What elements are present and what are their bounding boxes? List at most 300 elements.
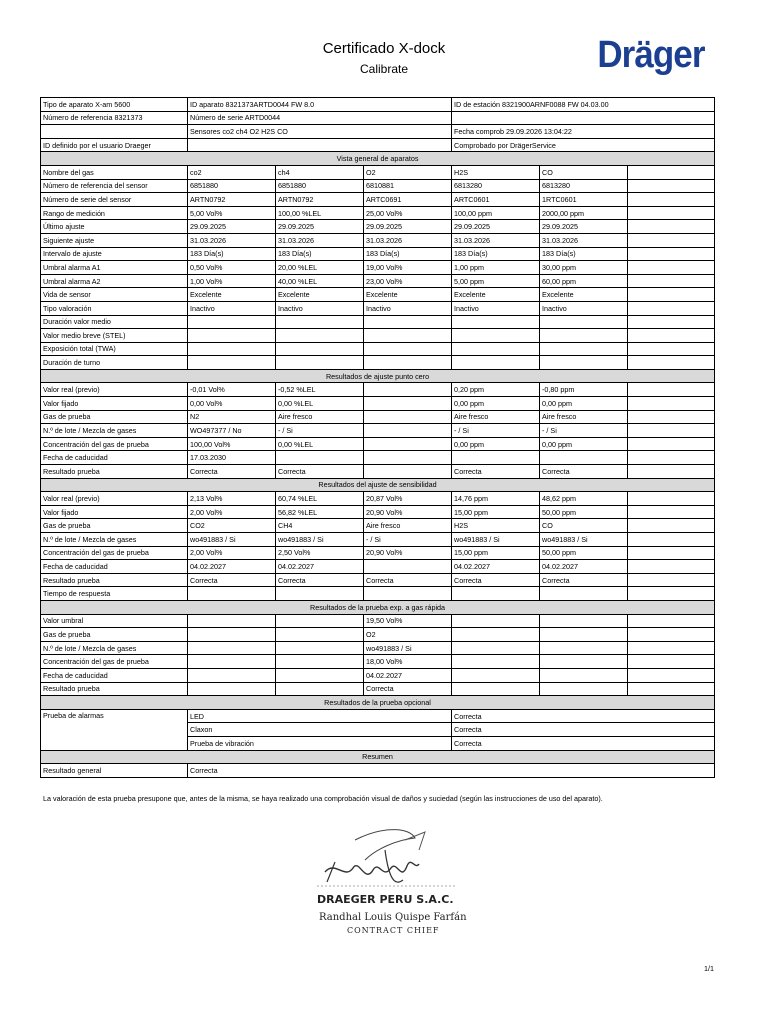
table-cell xyxy=(276,587,364,601)
table-cell: 2,00 Vol% xyxy=(188,505,276,519)
table-cell xyxy=(628,329,715,343)
table-row xyxy=(41,437,715,451)
table-cell xyxy=(628,179,715,193)
table-row xyxy=(41,587,715,601)
table-cell: 6810881 xyxy=(364,179,452,193)
table-cell xyxy=(540,342,628,356)
table-cell: Correcta xyxy=(452,573,540,587)
table-cell: Tipo valoración xyxy=(41,301,188,315)
table-cell xyxy=(540,329,628,343)
table-cell: 0,00 %LEL xyxy=(276,437,364,451)
table-cell: Claxon xyxy=(188,723,452,737)
table-cell: CO xyxy=(540,519,628,533)
table-cell xyxy=(364,560,452,574)
table-cell: 25,00 Vol% xyxy=(364,206,452,220)
signature-role: CONTRACT CHIEF xyxy=(347,926,440,935)
table-cell: 2,50 Vol% xyxy=(276,546,364,560)
table-cell: Fecha de caducidad xyxy=(41,560,188,574)
document-subtitle: Calibrate xyxy=(359,62,409,76)
table-cell xyxy=(628,288,715,302)
section-title: Resultados del ajuste de sensibilidad xyxy=(41,478,715,492)
table-cell: 48,62 ppm xyxy=(540,492,628,506)
table-cell: H2S xyxy=(452,519,540,533)
info-row xyxy=(41,125,715,139)
table-cell: 50,00 ppm xyxy=(540,546,628,560)
table-cell: wo491883 / Si xyxy=(188,533,276,547)
table-cell: 0,50 Vol% xyxy=(188,261,276,275)
table-cell xyxy=(452,356,540,370)
table-cell xyxy=(628,546,715,560)
table-cell xyxy=(628,587,715,601)
table-cell: wo491883 / Si xyxy=(276,533,364,547)
table-cell: 29.09.2025 xyxy=(452,220,540,234)
table-cell xyxy=(188,356,276,370)
table-row xyxy=(41,383,715,397)
table-cell xyxy=(364,329,452,343)
table-cell xyxy=(276,329,364,343)
table-cell: 20,00 %LEL xyxy=(276,261,364,275)
table-cell: 60,74 %LEL xyxy=(276,492,364,506)
table-cell: ARTN0792 xyxy=(188,193,276,207)
table-cell xyxy=(188,315,276,329)
table-cell: LED xyxy=(188,709,452,723)
table-cell: Aire fresco xyxy=(364,519,452,533)
table-cell: Valor real (previo) xyxy=(41,492,188,506)
table-cell: ch4 xyxy=(276,165,364,179)
table-cell: co2 xyxy=(188,165,276,179)
table-cell xyxy=(628,424,715,438)
table-cell: 40,00 %LEL xyxy=(276,274,364,288)
table-cell: Correcta xyxy=(276,465,364,479)
table-cell: 183 Día(s) xyxy=(276,247,364,261)
table-cell xyxy=(188,614,276,628)
table-cell: 19,50 Vol% xyxy=(364,614,452,628)
signature-company: DRAEGER PERU S.A.C. xyxy=(317,893,454,906)
table-cell xyxy=(364,465,452,479)
table-cell: Resultado general xyxy=(41,764,188,778)
table-row xyxy=(41,451,715,465)
table-cell: 100,00 %LEL xyxy=(276,206,364,220)
section-header-row xyxy=(41,152,715,166)
table-cell xyxy=(628,505,715,519)
signature-name: Randhal Louis Quispe Farfán xyxy=(319,912,467,923)
table-cell: 15,00 ppm xyxy=(452,546,540,560)
table-cell: -0,80 ppm xyxy=(540,383,628,397)
table-row xyxy=(41,573,715,587)
table-cell: 04.02.2027 xyxy=(540,560,628,574)
table-cell xyxy=(628,233,715,247)
table-cell: 2000,00 ppm xyxy=(540,206,628,220)
table-cell: Excelente xyxy=(188,288,276,302)
table-cell xyxy=(276,451,364,465)
section-header-row xyxy=(41,600,715,614)
table-cell: O2 xyxy=(364,628,452,642)
table-cell: 183 Día(s) xyxy=(540,247,628,261)
table-cell xyxy=(452,682,540,696)
table-cell xyxy=(364,424,452,438)
section-header-row xyxy=(41,696,715,710)
table-cell xyxy=(628,668,715,682)
table-cell xyxy=(628,261,715,275)
section-header-row xyxy=(41,369,715,383)
table-row xyxy=(41,247,715,261)
table-row xyxy=(41,179,715,193)
section-title: Resultados de la prueba exp. a gas rápida xyxy=(41,600,715,614)
table-cell xyxy=(628,641,715,655)
table-cell: N.º de lote / Mezcla de gases xyxy=(41,641,188,655)
table-cell: 17.03.2030 xyxy=(188,451,276,465)
summary-row xyxy=(41,764,715,778)
table-cell: Concentración del gas de prueba xyxy=(41,437,188,451)
table-cell xyxy=(364,451,452,465)
table-cell xyxy=(628,519,715,533)
table-cell: 20,90 Vol% xyxy=(364,505,452,519)
table-cell xyxy=(628,465,715,479)
table-cell: Tiempo de respuesta xyxy=(41,587,188,601)
section-title: Vista general de aparatos xyxy=(41,152,715,166)
table-row xyxy=(41,342,715,356)
section-title: Resumen xyxy=(41,750,715,764)
table-cell xyxy=(41,125,188,139)
table-cell xyxy=(628,315,715,329)
table-row xyxy=(41,682,715,696)
table-cell xyxy=(628,247,715,261)
table-row xyxy=(41,668,715,682)
table-cell xyxy=(188,138,452,152)
table-cell: Fecha de caducidad xyxy=(41,668,188,682)
table-row xyxy=(41,329,715,343)
certificate-table xyxy=(40,97,715,778)
table-cell xyxy=(188,628,276,642)
table-cell xyxy=(628,410,715,424)
table-cell xyxy=(452,641,540,655)
table-cell: Número de referencia 8321373 xyxy=(41,111,188,125)
table-cell xyxy=(188,587,276,601)
table-cell: N.º de lote / Mezcla de gases xyxy=(41,424,188,438)
table-cell: wo491883 / Si xyxy=(452,533,540,547)
table-cell: Valor fijado xyxy=(41,397,188,411)
table-row xyxy=(41,628,715,642)
info-row xyxy=(41,111,715,125)
table-cell: CO xyxy=(540,165,628,179)
table-cell: Fecha de caducidad xyxy=(41,451,188,465)
table-cell: Correcta xyxy=(540,573,628,587)
table-cell: Valor real (previo) xyxy=(41,383,188,397)
table-cell: Exposición total (TWA) xyxy=(41,342,188,356)
table-cell xyxy=(364,587,452,601)
section-title: Resultados de la prueba opcional xyxy=(41,696,715,710)
section-header-row xyxy=(41,478,715,492)
table-cell: 5,00 Vol% xyxy=(188,206,276,220)
table-cell: 1,00 ppm xyxy=(452,261,540,275)
table-cell: Concentración del gas de prueba xyxy=(41,655,188,669)
table-cell: ARTN0792 xyxy=(276,193,364,207)
drager-logo: Dräger xyxy=(596,34,704,76)
table-cell: Duración de turno xyxy=(41,356,188,370)
table-cell: Correcta xyxy=(452,723,715,737)
table-cell: CO2 xyxy=(188,519,276,533)
table-cell: Excelente xyxy=(540,288,628,302)
table-cell xyxy=(276,356,364,370)
table-cell: Excelente xyxy=(452,288,540,302)
table-cell: Fecha comprob 29.09.2026 13:04:22 xyxy=(452,125,715,139)
table-row xyxy=(41,165,715,179)
table-cell: 29.09.2025 xyxy=(540,220,628,234)
table-cell xyxy=(364,356,452,370)
table-cell xyxy=(628,492,715,506)
info-row xyxy=(41,138,715,152)
table-cell: 0,00 %LEL xyxy=(276,397,364,411)
table-cell xyxy=(540,451,628,465)
table-cell: 29.09.2025 xyxy=(364,220,452,234)
table-cell xyxy=(628,451,715,465)
table-cell xyxy=(628,220,715,234)
table-cell: 50,00 ppm xyxy=(540,505,628,519)
table-cell: Excelente xyxy=(276,288,364,302)
table-cell: Número de serie ARTD0044 xyxy=(188,111,452,125)
table-cell: Resultado prueba xyxy=(41,682,188,696)
table-row xyxy=(41,301,715,315)
table-cell xyxy=(628,560,715,574)
table-cell xyxy=(276,315,364,329)
table-cell xyxy=(628,628,715,642)
document-title: Certificado X-dock xyxy=(322,40,446,57)
table-cell xyxy=(628,437,715,451)
table-cell xyxy=(540,668,628,682)
table-cell xyxy=(188,342,276,356)
table-cell: Correcta xyxy=(364,682,452,696)
table-cell xyxy=(540,315,628,329)
table-row xyxy=(41,505,715,519)
table-cell xyxy=(364,410,452,424)
table-cell: - / Si xyxy=(276,424,364,438)
table-cell: 04.02.2027 xyxy=(188,560,276,574)
table-cell xyxy=(188,329,276,343)
table-cell xyxy=(628,682,715,696)
table-cell: 0,00 ppm xyxy=(540,437,628,451)
table-cell: 6813280 xyxy=(540,179,628,193)
table-cell xyxy=(452,614,540,628)
table-cell xyxy=(540,628,628,642)
table-row xyxy=(41,233,715,247)
table-cell: Último ajuste xyxy=(41,220,188,234)
table-cell xyxy=(628,397,715,411)
table-cell: 31.03.2026 xyxy=(188,233,276,247)
table-row xyxy=(41,206,715,220)
table-cell xyxy=(452,329,540,343)
table-cell: Correcta xyxy=(540,465,628,479)
table-cell: 183 Día(s) xyxy=(188,247,276,261)
table-row xyxy=(41,655,715,669)
table-cell xyxy=(628,274,715,288)
table-cell xyxy=(276,342,364,356)
table-cell: Correcta xyxy=(452,736,715,750)
table-cell xyxy=(276,682,364,696)
table-cell: wo491883 / Si xyxy=(364,641,452,655)
table-cell: 0,00 ppm xyxy=(452,397,540,411)
table-cell xyxy=(628,342,715,356)
table-cell: 60,00 ppm xyxy=(540,274,628,288)
table-cell: 5,00 ppm xyxy=(452,274,540,288)
table-cell: Correcta xyxy=(188,465,276,479)
table-cell: 31.03.2026 xyxy=(364,233,452,247)
table-cell: Vida de sensor xyxy=(41,288,188,302)
table-row xyxy=(41,261,715,275)
table-cell: N.º de lote / Mezcla de gases xyxy=(41,533,188,547)
table-cell: 2,13 Vol% xyxy=(188,492,276,506)
table-cell: ID aparato 8321373ARTD0044 FW 8.0 xyxy=(188,98,452,112)
table-cell: - / Si xyxy=(364,533,452,547)
table-cell: 183 Día(s) xyxy=(452,247,540,261)
table-cell: 04.02.2027 xyxy=(364,668,452,682)
table-cell: 31.03.2026 xyxy=(540,233,628,247)
table-cell: Inactivo xyxy=(276,301,364,315)
table-cell xyxy=(276,655,364,669)
table-row xyxy=(41,519,715,533)
table-cell: - / Si xyxy=(540,424,628,438)
table-cell xyxy=(540,356,628,370)
table-cell: Resultado prueba xyxy=(41,573,188,587)
table-cell: 29.09.2025 xyxy=(276,220,364,234)
table-cell xyxy=(188,641,276,655)
table-cell: 0,00 ppm xyxy=(540,397,628,411)
table-cell: 23,00 Vol% xyxy=(364,274,452,288)
table-row xyxy=(41,465,715,479)
table-cell: Inactivo xyxy=(188,301,276,315)
table-cell: 6813280 xyxy=(452,179,540,193)
table-cell: Aire fresco xyxy=(540,410,628,424)
table-cell: Rango de medición xyxy=(41,206,188,220)
page-number: 1/1 xyxy=(704,964,714,973)
table-row xyxy=(41,410,715,424)
section-header-row xyxy=(41,750,715,764)
table-cell xyxy=(628,165,715,179)
table-cell xyxy=(628,383,715,397)
table-cell: - / Si xyxy=(452,424,540,438)
table-cell: 18,00 Vol% xyxy=(364,655,452,669)
table-cell xyxy=(540,655,628,669)
table-cell xyxy=(452,342,540,356)
table-cell: O2 xyxy=(364,165,452,179)
table-cell: 6851880 xyxy=(188,179,276,193)
table-cell: wo491883 / Si xyxy=(540,533,628,547)
table-cell: 04.02.2027 xyxy=(452,560,540,574)
table-cell: 2,00 Vol% xyxy=(188,546,276,560)
table-cell: 20,90 Vol% xyxy=(364,546,452,560)
table-cell: 0,00 Vol% xyxy=(188,397,276,411)
info-row xyxy=(41,98,715,112)
table-cell: Concentración del gas de prueba xyxy=(41,546,188,560)
table-cell xyxy=(364,383,452,397)
table-cell: ARTC0601 xyxy=(452,193,540,207)
table-cell xyxy=(452,587,540,601)
table-cell: 1RTC0601 xyxy=(540,193,628,207)
table-cell: CH4 xyxy=(276,519,364,533)
table-cell: Inactivo xyxy=(364,301,452,315)
table-cell: 6851880 xyxy=(276,179,364,193)
table-row xyxy=(41,641,715,655)
table-row xyxy=(41,533,715,547)
table-cell: 100,00 ppm xyxy=(452,206,540,220)
table-cell: ARTC0691 xyxy=(364,193,452,207)
table-cell xyxy=(540,614,628,628)
table-cell: 0,20 ppm xyxy=(452,383,540,397)
table-cell: Valor medio breve (STEL) xyxy=(41,329,188,343)
table-cell xyxy=(188,655,276,669)
table-cell xyxy=(452,655,540,669)
table-cell: 20,87 Vol% xyxy=(364,492,452,506)
table-cell: 29.09.2025 xyxy=(188,220,276,234)
table-cell xyxy=(452,668,540,682)
table-cell: Nombre del gas xyxy=(41,165,188,179)
table-cell: Duración valor medio xyxy=(41,315,188,329)
disclaimer-note: La valoración de esta prueba presupone que, antes de la misma, se haya realizado una comprobación visual de daños y suciedad (según las instrucciones de uso del aparato). xyxy=(43,794,603,803)
table-cell: 31.03.2026 xyxy=(276,233,364,247)
table-cell: 04.02.2027 xyxy=(276,560,364,574)
table-row xyxy=(41,397,715,411)
table-cell: Tipo de aparato X-am 5600 xyxy=(41,98,188,112)
table-cell: Comprobado por DrägerService xyxy=(452,138,715,152)
table-cell: ID de estación 8321900ARNF0088 FW 04.03.00 xyxy=(452,98,715,112)
table-cell: Intervalo de ajuste xyxy=(41,247,188,261)
table-cell: Inactivo xyxy=(452,301,540,315)
table-row xyxy=(41,614,715,628)
table-cell xyxy=(452,111,715,125)
table-cell xyxy=(540,641,628,655)
table-cell: Gas de prueba xyxy=(41,519,188,533)
table-cell xyxy=(628,301,715,315)
table-cell: Aire fresco xyxy=(276,410,364,424)
table-cell: Umbral alarma A1 xyxy=(41,261,188,275)
table-cell xyxy=(452,451,540,465)
table-cell xyxy=(628,533,715,547)
table-cell: Inactivo xyxy=(540,301,628,315)
table-row xyxy=(41,560,715,574)
table-cell: -0,52 %LEL xyxy=(276,383,364,397)
table-cell: N2 xyxy=(188,410,276,424)
table-cell: Correcta xyxy=(188,573,276,587)
table-cell: 1,00 Vol% xyxy=(188,274,276,288)
table-cell xyxy=(364,342,452,356)
table-cell xyxy=(276,614,364,628)
table-row xyxy=(41,220,715,234)
table-row xyxy=(41,424,715,438)
table-cell xyxy=(628,573,715,587)
table-row xyxy=(41,315,715,329)
table-cell xyxy=(452,315,540,329)
table-cell: Gas de prueba xyxy=(41,628,188,642)
table-cell: Umbral alarma A2 xyxy=(41,274,188,288)
table-cell: 14,76 ppm xyxy=(452,492,540,506)
overall-result: Correcta xyxy=(188,764,715,778)
table-cell: Resultado prueba xyxy=(41,465,188,479)
table-cell: 0,00 ppm xyxy=(452,437,540,451)
table-cell: 15,00 ppm xyxy=(452,505,540,519)
table-cell: 31.03.2026 xyxy=(452,233,540,247)
table-cell xyxy=(628,356,715,370)
table-cell xyxy=(628,614,715,628)
table-cell: Excelente xyxy=(364,288,452,302)
table-cell xyxy=(276,641,364,655)
table-row xyxy=(41,274,715,288)
table-cell xyxy=(628,206,715,220)
table-cell: ID definido por el usuario Draeger xyxy=(41,138,188,152)
table-cell: 19,00 Vol% xyxy=(364,261,452,275)
table-cell xyxy=(364,315,452,329)
table-cell: Correcta xyxy=(452,709,715,723)
table-cell: WO497377 / No xyxy=(188,424,276,438)
table-cell: 30,00 ppm xyxy=(540,261,628,275)
